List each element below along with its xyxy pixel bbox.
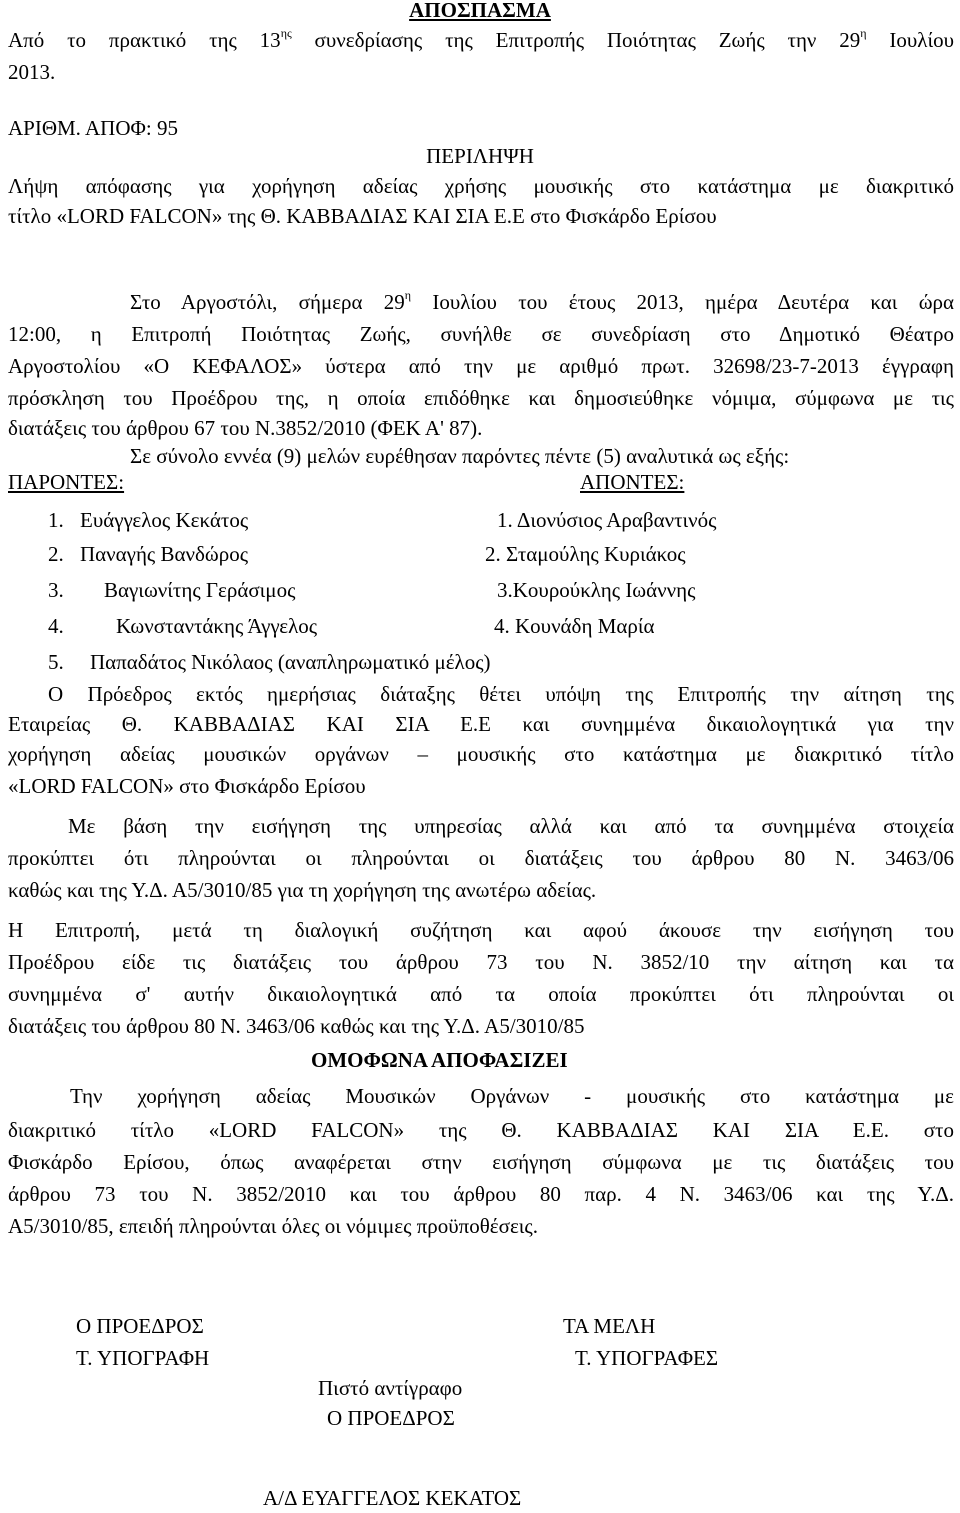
quorum-line: Σε σύνολο εννέα (9) μελών ευρέθησαν παρόντες πέντε (5) αναλυτικά ως εξής: — [130, 444, 790, 468]
present-item — [48, 540, 248, 569]
intro-text: Από το πρακτικό της 13 — [8, 28, 281, 52]
absent-item: 2. Σταμούλης Κυριάκος — [485, 542, 686, 566]
present-item-name: Παναγής Βανδώρος — [80, 542, 249, 566]
body-paragraph-3-line: Η Επιτροπή, μετά τη διαλογική συζήτηση και αφού άκουσε την εισήγηση του — [8, 918, 954, 942]
decision-line: Φισκάρδο Ερίσου, όπως αναφέρεται στην εισήγηση σύμφωνα με τις διατάξεις του — [8, 1150, 954, 1174]
present-item-number: 4. — [48, 614, 64, 638]
absent-item: 1. Διονύσιος Αραβαντινός — [497, 508, 717, 532]
summary-heading: ΠΕΡΙΛΗΨΗ — [426, 144, 534, 168]
chair-title: Ο ΠΡΟΕΔΡΟΣ — [76, 1314, 204, 1338]
body-paragraph-1-line: Εταιρείας Θ. ΚΑΒΒΑΔΙΑΣ ΚΑΙ ΣΙΑ Ε.Ε και συνημμένα δικαιολογητικά για την — [8, 712, 954, 736]
body-paragraph-2-line: προκύπτει ότι πληρούνται οι πληρούνται οι διατάξεις του άρθρου 80 Ν. 3463/06 — [8, 846, 954, 870]
summary-line-1: Λήψη απόφασης για χορήγηση αδείας χρήσης μουσικής στο κατάστημα με διακριτικό — [8, 174, 954, 198]
decision-heading: ΟΜΟΦΩΝΑ ΑΠΟΦΑΣΙΖΕΙ — [311, 1048, 568, 1072]
members-signature: Τ. ΥΠΟΓΡΑΦΕΣ — [575, 1346, 719, 1370]
intro-line-2: 2013. — [8, 60, 56, 84]
meeting-text-post: Ιουλίου του έτους 2013, ημέρα Δευτέρα και ώρα — [411, 290, 955, 314]
meeting-text: Στο Αργοστόλι, σήμερα 29 — [130, 290, 405, 314]
decision-line: άρθρου 73 του Ν. 3852/2010 και του άρθρου 80 παρ. 4 Ν. 3463/06 και της Υ.Δ. — [8, 1182, 954, 1206]
absent-item: 4. Κουνάδη Μαρία — [494, 614, 655, 638]
decision-line: διακριτικό τίτλο «LORD FALCON» της Θ. ΚΑΒΒΑΔΙΑΣ ΚΑΙ ΣΙΑ Ε.Ε. στο — [8, 1118, 954, 1142]
intro-sup-2: η — [860, 26, 867, 40]
meeting-line-2: 12:00, η Επιτροπή Ποιότητας Ζωής, συνήλθε σε συνεδρίαση στο Δημοτικό Θέατρο — [8, 322, 954, 346]
document-title: ΑΠΟΣΠΑΣΜΑ — [409, 0, 551, 22]
body-paragraph-1-line: Ο Πρόεδρος εκτός ημερήσιας διάταξης θέτει υπόψη της Επιτροπής την αίτηση της — [48, 682, 954, 706]
meeting-line-3: Αργοστολίου «Ο ΚΕΦΑΛΟΣ» ύστερα από την με αριθμό πρωτ. 32698/23-7-2013 έγγραφη — [8, 354, 954, 378]
decision-line: Την χορήγηση αδείας Μουσικών Οργάνων - μουσικής στο κατάστημα με — [70, 1084, 954, 1108]
body-paragraph-3-line: συνημμένα σ' αυτήν δικαιολογητικά από τα οποία προκύπτει ότι πληρούνται οι — [8, 982, 954, 1006]
present-item-name: Κωνσταντάκης Άγγελος — [116, 614, 318, 638]
present-item-number: 3. — [48, 578, 64, 602]
present-item-name: Παπαδάτος Νικόλαος (αναπληρωματικό μέλος) — [90, 650, 491, 674]
absent-label: ΑΠΟΝΤΕΣ: — [580, 470, 685, 494]
present-item — [48, 612, 317, 641]
present-item-number: 1. — [48, 508, 64, 532]
meeting-line-1 — [130, 288, 954, 317]
meeting-sup: η — [404, 288, 412, 302]
present-item-number: 5. — [48, 650, 64, 674]
body-paragraph-1-line: χορήγηση αδείας μουσικών οργάνων – μουσικής στο κατάστημα με διακριτικό τίτλο — [8, 742, 954, 766]
meeting-line-4: πρόσκληση του Προέδρου της, η οποία επιδόθηκε και δημοσιεύθηκε νόμιμα, σύμφωνα με τις — [8, 386, 954, 410]
decision-number: ΑΡΙΘΜ. ΑΠΟΦ: 95 — [8, 116, 178, 140]
true-copy-label: Πιστό αντίγραφο — [318, 1376, 463, 1400]
present-item — [48, 576, 295, 605]
body-paragraph-1-line: «LORD FALCON» στο Φισκάρδο Ερίσου — [8, 774, 366, 798]
true-copy-chair: Ο ΠΡΟΕΔΡΟΣ — [327, 1406, 455, 1430]
present-item — [48, 506, 248, 535]
present-item-number: 2. — [48, 542, 64, 566]
body-paragraph-3-line: διατάξεις του άρθρου 80 Ν. 3463/06 καθώς και της Υ.Δ. Α5/3010/85 — [8, 1014, 585, 1038]
present-item-name: Ευάγγελος Κεκάτος — [80, 508, 249, 532]
chair-signature: Τ. ΥΠΟΓΡΑΦΗ — [76, 1346, 210, 1370]
body-paragraph-2-line: καθώς και της Υ.Δ. Α5/3010/85 για τη χορήγηση της ανωτέρω αδείας. — [8, 878, 597, 902]
signatory-name: Α/Δ ΕΥΑΓΓΕΛΟΣ ΚΕΚΑΤΟΣ — [263, 1486, 522, 1510]
body-paragraph-2-line: Με βάση την εισήγηση της υπηρεσίας αλλά και από τα συνημμένα στοιχεία — [68, 814, 954, 838]
meeting-line-5: διατάξεις του άρθρου 67 του Ν.3852/2010 (ΦΕΚ Α' 87). — [8, 416, 483, 440]
body-paragraph-3-line: Προέδρου είδε τις διατάξεις του άρθρου 73 του Ν. 3852/10 την αίτηση και τα — [8, 950, 954, 974]
intro-text-post: Ιουλίου — [866, 28, 955, 52]
intro-sup: ης — [280, 26, 292, 40]
intro-text-mid: συνεδρίασης της Επιτροπής Ποιότητας Ζωής την 29 — [291, 28, 861, 52]
members-title: ΤΑ ΜΕΛΗ — [563, 1314, 656, 1338]
present-item-name: Βαγιωνίτης Γεράσιμος — [104, 578, 296, 602]
summary-line-2: τίτλο «LORD FALCON» της Θ. ΚΑΒΒΑΔΙΑΣ ΚΑΙ ΣΙΑ Ε.Ε στο Φισκάρδο Ερίσου — [8, 204, 717, 228]
intro-line — [8, 26, 954, 55]
present-label: ΠΑΡΟΝΤΕΣ: — [8, 470, 125, 494]
decision-line: Α5/3010/85, επειδή πληρούνται όλες οι νόμιμες προϋποθέσεις. — [8, 1214, 538, 1238]
absent-item: 3.Κουρούκλης Ιωάννης — [497, 578, 696, 602]
present-item — [48, 648, 491, 677]
